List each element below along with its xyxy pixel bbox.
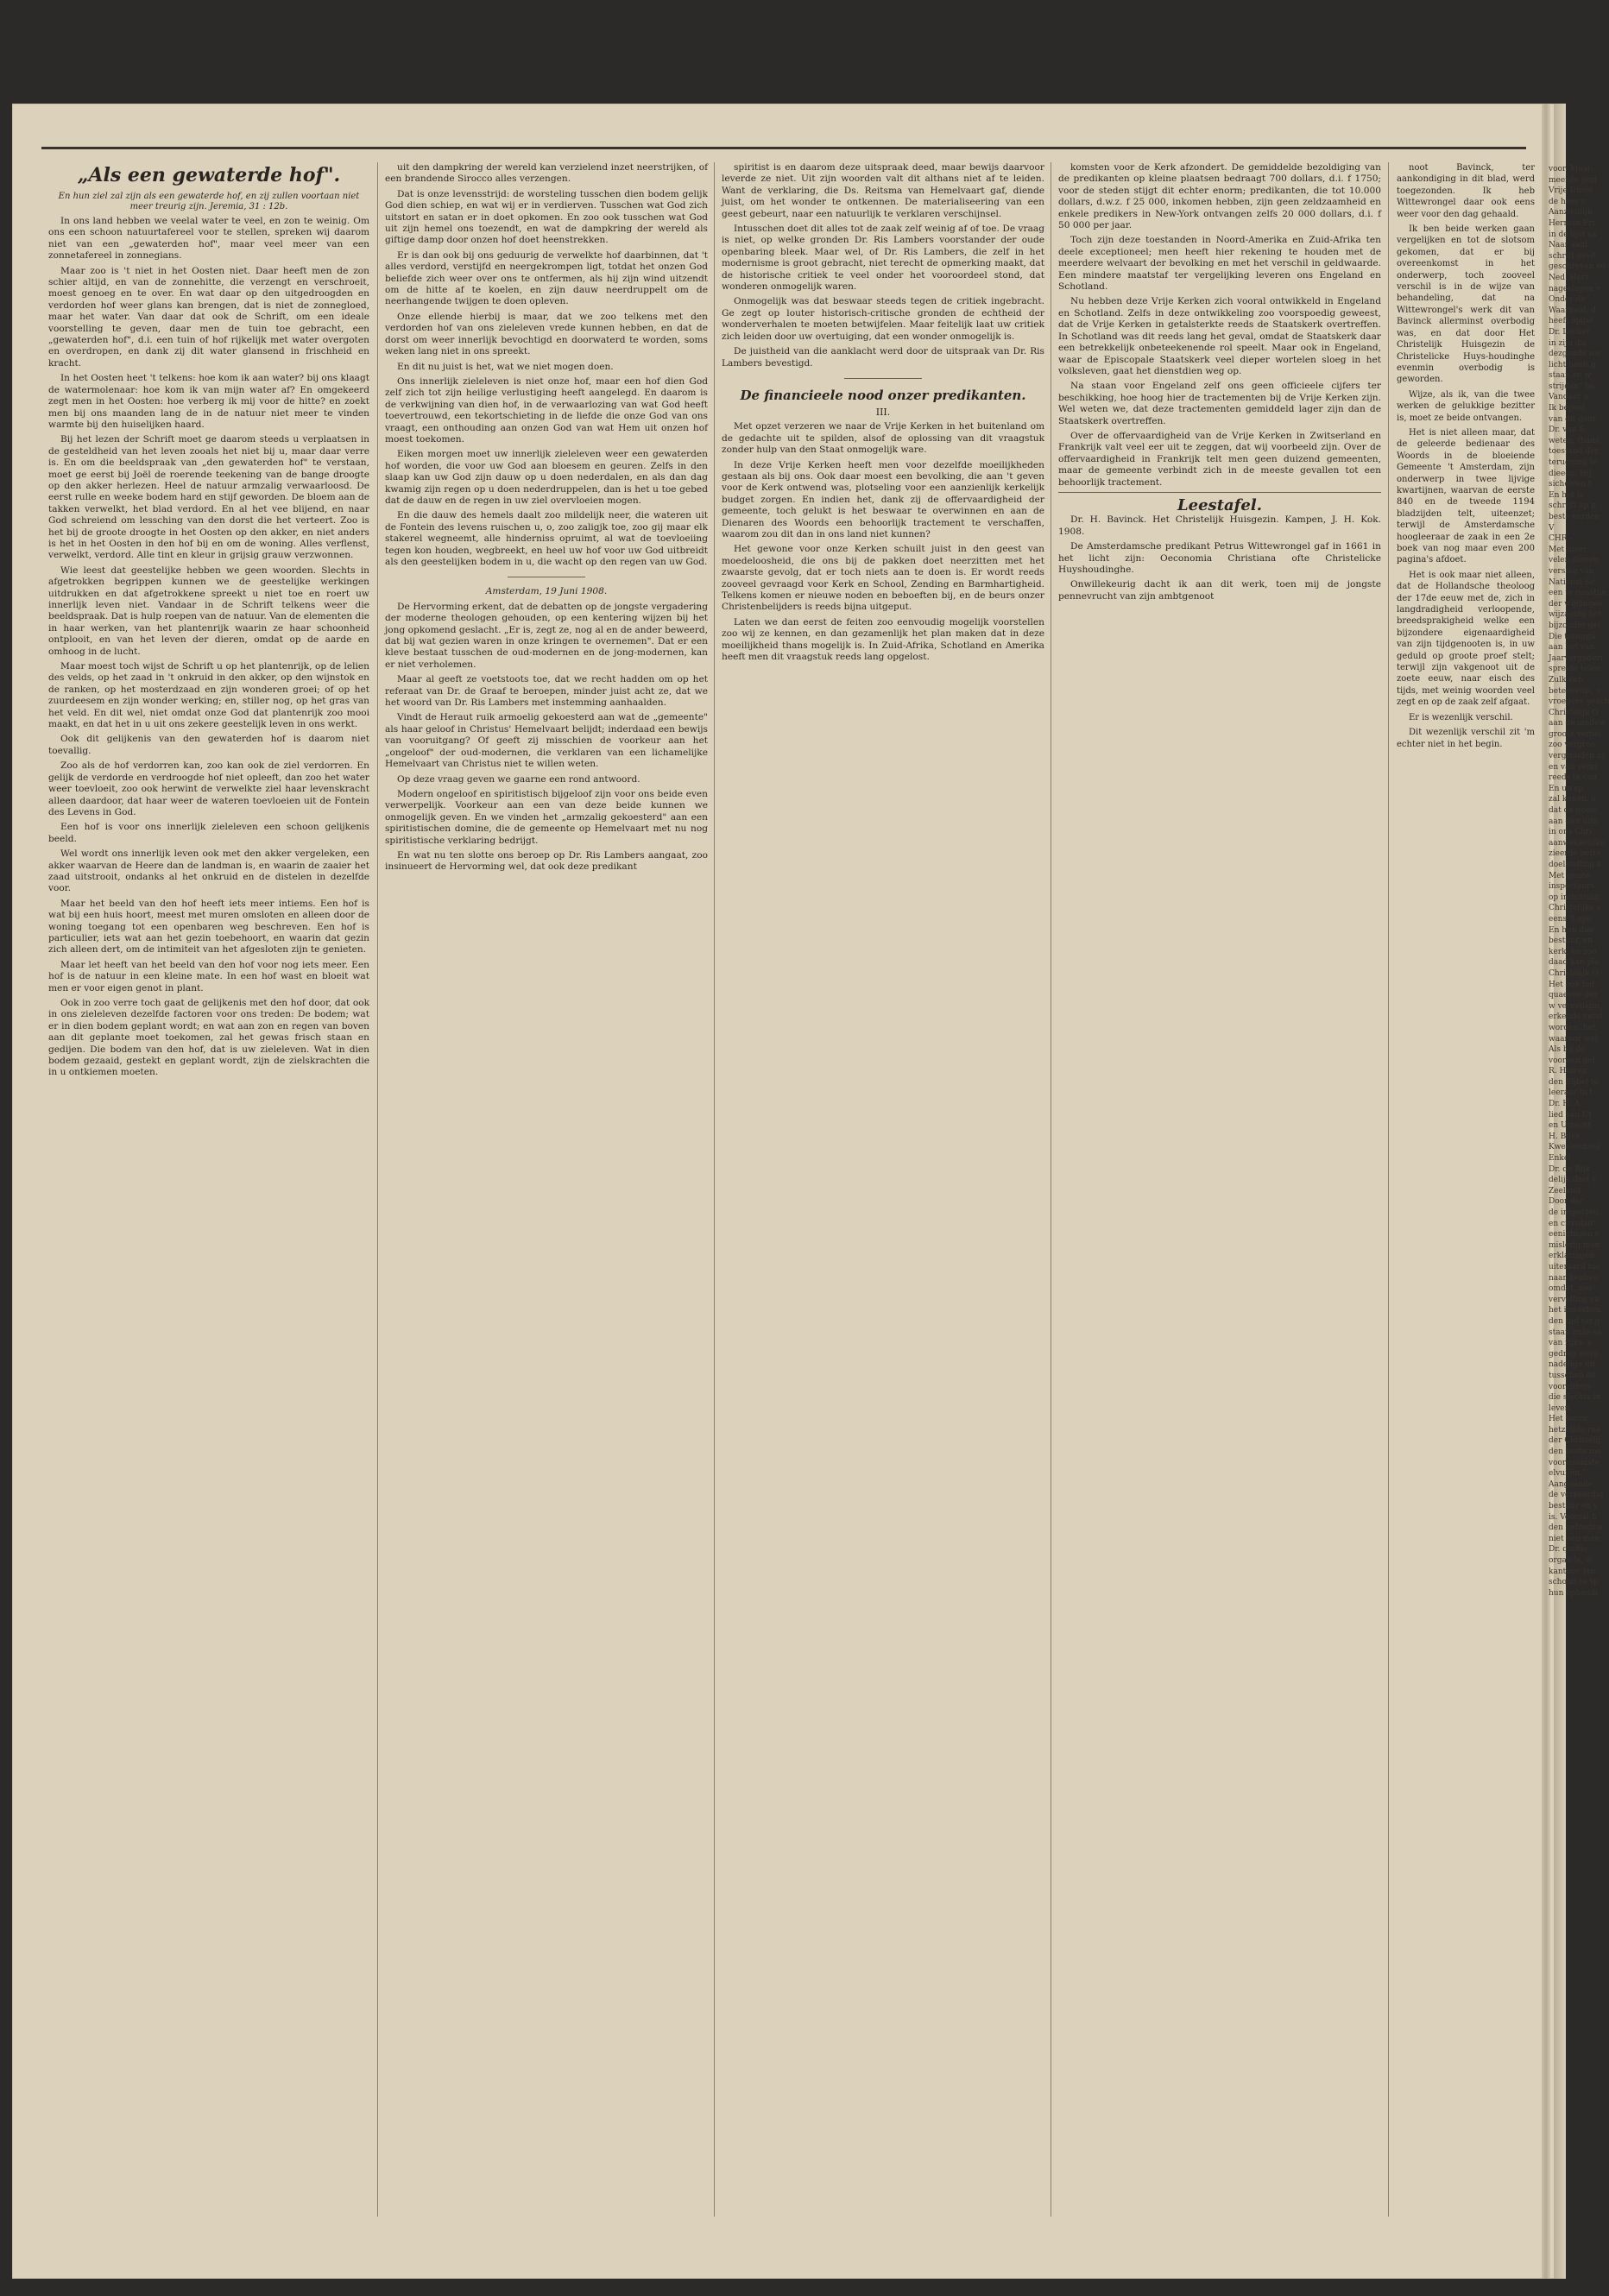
edge-line: reeds te con	[1549, 773, 1598, 783]
edge-line: bestuur en v	[1549, 1502, 1599, 1511]
next-page-text	[1549, 104, 1609, 2218]
paragraph: In deze Vrije Kerken heeft men voor dezelfde moeilijkheden gestaan als bij ons. Ook daar moest een bevolking, die aan 't geven voor de Kerk ontwend was, plotseling voor een aanzienlijk kerkelijk budget zorgen. En indien het, dank zij de offervaardigheid der gemeente, toch gelukt is het beswaar te overwinnen en aan de Dienaren des Woords een behoorlijk tractement te verschaffen, waarom zou dit dan in ons land niet kunnen?	[722, 459, 1044, 539]
edge-line: Zulk een	[1549, 675, 1583, 684]
paragraph: Wie leest dat geestelijke hebben we geen woorden. Slechts in afgetrokken begrippen kunnen we de geestelijke werkingen uitdrukken en dat afgetrokkene spreekt u niet toe en roert uw innerlijk leven niet. Vandaar in de Schrift telkens weer die beeldspraak. Dat is hulp roepen van de natuur. Van de elementen die in haar werken, van het plantenrijk waarin ze haar schoonheid ontplooit, en van het leven der dieren, omdat op de aarde en omhoog in de lucht.	[48, 565, 369, 657]
edge-line: Ned. Herv.	[1549, 273, 1592, 282]
edge-line: nageslagen v	[1549, 284, 1600, 293]
header-rule	[41, 147, 1526, 149]
paragraph: Dit wezenlijk verschil zit 'm echter niet in het begin.	[1397, 728, 1535, 749]
edge-line: hun ophoudi	[1549, 1588, 1599, 1598]
newspaper-page	[12, 104, 1609, 2279]
edge-line: Vandaar a	[1549, 393, 1588, 402]
edge-line: quaestie der	[1549, 991, 1598, 1000]
edge-line: voornaamste	[1549, 1458, 1600, 1467]
edge-line: zoo vergroo	[1549, 741, 1596, 750]
paragraph: En wat nu ten slotte ons beroep op Dr. Ris Lambers aangaat, zoo insinueert de Hervorming wel, dat ook deze predikant	[385, 849, 708, 873]
paragraph: Laten we dan eerst de feiten zoo eenvoudig mogelijk voorstellen zoo wij ze kennen, en dan gezamenlijk het plan maken dat in deze moeilijkheid thans mogelijk is. In Zuid-Afrika, Schotland en Amerika heeft men dit vraagstuk reeds lang opgelost.	[722, 616, 1044, 663]
edge-line: leeraar in t	[1549, 1088, 1593, 1098]
article-3-body	[722, 162, 1044, 369]
paragraph: Dr. H. Bavinck. Het Christelijk Huisgezin. Kampen, J. H. Kok. 1908.	[1058, 514, 1381, 537]
edge-line: R. Huiren	[1549, 1067, 1587, 1076]
paragraph: Onze ellende hierbij is maar, dat we zoo telkens met den verdorden hof van ons zieleleven vrede kunnen hebben, en dat de dorst om weer innerlijk bevochtigd en doorwaterd te worden, soms weken lang niet in ons spreekt.	[385, 311, 708, 357]
paragraph: Het is ook maar niet alleen, dat de Hollandsche theoloog der 17de eeuw met de, zich in langdradigheid verloopende, breedsprakigheid welke een bijzondere eigenaardigheid van zijn tijdgenooten is, in uw geduld op groote proef stelt; terwijl zijn vakgenoot uit de zoete eeuw, naar eisch des tijds, met weinig woorden veel zegt en op de zaak zelf afgaat.	[1397, 570, 1535, 708]
edge-line: den Bijbel te	[1549, 1077, 1599, 1087]
paragraph: Maar al geeft ze voetstoots toe, dat we recht hadden om op het referaat van Dr. de Graaf te beroepen, minder juist acht ze, dat we het woord van Dr. Ris Lambers met instemming aanhaalden.	[385, 674, 708, 709]
edge-line: Dr. quotie	[1549, 1545, 1588, 1555]
edge-line: staan onze se	[1549, 1328, 1602, 1337]
paragraph: Een hof is voor ons innerlijk zieleleven een schoon gelijkenis beeld.	[48, 822, 369, 844]
edge-line: de inspecteu	[1549, 1208, 1600, 1217]
paragraph: Over de offervaardigheid van de Vrije Kerken in Zwitserland en Frankrijk valt veel eer uit te zeggen, dat wij voorbeeld zijn. Over de offervaardigheid in Frankrijk telt men geen duizend gemeenten, maar de gemeente verbindt zich in de meeste gevallen tot een behoorlijk tractement.	[1058, 430, 1381, 488]
edge-line: de verkeerdig	[1549, 1491, 1604, 1500]
paragraph: Maar let heeft van het beeld van den hof voor nog iets meer. Een hof is de natuur in een kleine mate. In een hof wast en bloeit wat men er voor eigen genot in plant.	[48, 959, 369, 993]
edge-line: aan het van	[1549, 643, 1595, 653]
paragraph: Toch zijn deze toestanden in Noord-Amerika en Zuid-Afrika ten deele exceptioneel; men heeft hier rekening te houden met de meerdere welvaart der bevolking en met het verschil in geldwaarde. Een mindere maatstaf ter vergelijking leveren ons Engeland en Schotland.	[1058, 235, 1381, 293]
edge-line: Vrije Unive	[1549, 186, 1593, 196]
edge-line: dezgende we	[1549, 350, 1600, 359]
column-divider	[1388, 162, 1389, 2217]
edge-line: vooreen gel	[1549, 1056, 1595, 1065]
paragraph: Op deze vraag geven we gaarne een rond antwoord.	[397, 773, 640, 785]
article-4-body	[1058, 162, 1381, 489]
paragraph: Bij het lezen der Schrift moet ge daarom steeds u verplaatsen in de gesteldheid van het leven zooals het niet bij u, maar daar verre is. En om die beeldspraak van „den gewaterden hof" te verstaan, moet ge eerst bij Joël de roerende teekening van de bange droogte op den akker herlezen. Heel de natuur armzalig verwaarloosd. De eerst rulle en weeke bodem hard en stijf geworden. De bloem aan de takken verwelkt, het blad verdord. En al het vee blijend, en naar God schreiend om lessching van den dorst die het verteert. Zoo is het bij de groote droogte in het Oosten op den akker, en niet anders is het in het Oosten in den hof bij en om de woning. Alles verflenst, verwelkt, verdord. Alle tint en kleur in grijsig grauw verzwonnen.	[48, 434, 369, 561]
edge-line: En het is	[1549, 490, 1584, 500]
edge-line: lied van Ut	[1549, 1110, 1593, 1120]
edge-line: velen dienen	[1549, 556, 1600, 565]
edge-line: Enkel	[1549, 1154, 1572, 1164]
edge-line: omdat, zoo	[1549, 1284, 1592, 1294]
edge-line: vroegere gesch	[1549, 697, 1609, 707]
edge-line: Met meer	[1549, 545, 1587, 554]
article-motto: En hun ziel zal zijn als een gewaterde hof, en zij zullen voortaan niet meer treurig zijn. Jeremia, 31 : 12b.	[58, 192, 360, 211]
edge-line: Christelijk O	[1549, 968, 1599, 978]
edge-line: worden, het	[1549, 1023, 1596, 1032]
edge-line: in ons Chri	[1549, 828, 1593, 837]
edge-line: van dit genr	[1549, 414, 1597, 424]
edge-line: erklaringen	[1549, 1252, 1595, 1261]
paragraph: Dat is onze levensstrijd: de worsteling tusschen dien bodem gelijk God dien schiep, en wat wij er in verdierven. Tusschen wat God zich uitstort en satan er in doet opkomen. En zoo ook tusschen wat God uit zijn hemel ons toezendt, en wat de dampkring der wereld als giftige damp door onzen hof doet heenstrekken.	[385, 188, 708, 246]
edge-line: leven.	[1549, 1403, 1573, 1413]
paragraph: De Amsterdamsche predikant Petrus Wittewrongel gaf in 1661 in het licht zijn: Oeconomia Christiana ofte Christelicke Huyshoudinghe.	[1058, 541, 1381, 575]
leestafel-body	[1058, 514, 1381, 602]
column-3	[722, 162, 1044, 2217]
column-5	[1397, 162, 1535, 2217]
edge-line: Herman Fri	[1549, 218, 1595, 228]
article-2-body	[385, 162, 708, 568]
column-4	[1058, 162, 1381, 2217]
paragraph: Maar moest toch wijst de Schrift u op het plantenrijk, op de lelien des velds, op het zaad in 't onkruid in den akker, op den wijnstok en de ranken, op het mosterdzaad en zijn wonderen groei; of op het zuurdeesem en zijn wonder werking; en, stiller nog, op het gras van het veld. En dit wel, niet omdat onze God dat plantenrijk zoo mooi maakt, en dat het in u uit ons zekere geestelijk leven in ons werkt.	[48, 661, 369, 730]
edge-line: V	[1549, 523, 1555, 533]
edge-line: Waarheid, d	[1549, 306, 1596, 315]
paragraph: En dit nu juist is het, wat we niet mogen doen.	[397, 361, 614, 372]
column-1	[48, 162, 369, 2217]
edge-line: hetzelfde raa	[1549, 1425, 1600, 1435]
paragraph: In het Oosten heet 't telkens: hoe kom ik aan water? bij ons klaagt de watermolenaar: hoe kom ik van mijn water af? En omgekeerd zegt men in het Oosten: hoe verberg ik mij voor de hitte? en zoekt men bij ons maanden lang de in de natuur niet meer te vinden warmte bij den huiselijken haard.	[48, 373, 369, 430]
edge-line: en Utrecht	[1549, 1121, 1592, 1131]
edge-line: licht heeft g	[1549, 360, 1597, 369]
edge-line: Dr. de Rijk	[1549, 1164, 1591, 1174]
paragraph: uit den dampkring der wereld kan verzielend inzet neerstrijken, of een brandende Sirocco alles verzengen.	[385, 162, 708, 185]
edge-line: CHR.-	[1549, 534, 1573, 544]
edge-line: vergrouden zij	[1549, 752, 1606, 761]
edge-line: aanwekkelijke	[1549, 838, 1606, 848]
edge-line: het inwerken	[1549, 1306, 1601, 1315]
edge-line: wijzaging het	[1549, 610, 1602, 620]
edge-line: zieerde betre	[1549, 849, 1601, 859]
paragraph: Nu hebben deze Vrije Kerken zich vooral ontwikkeld in Engeland en Schotland. Zelfs in deze ontwikkeling zoo voorspoedig geweest, dat de Vrije Kerken in getalsterkte reeds de Staatskerk overtreffen. In Schotland was dit reeds lang het geval, omdat de Staatskerk daar een betrekkelijk onbeteekenende rol speelt. Maar ook in Engeland, waar de Episcopale Staatskerk veel dieper wortelen sloeg in het volksleven, gaat het dienstdien weg op.	[1058, 296, 1381, 376]
edge-line: Christelijk O	[1549, 708, 1599, 717]
edge-line: schrijft op p	[1549, 501, 1597, 511]
section-title: De financieele nood onzer predikanten.	[740, 387, 1026, 403]
edge-line: weten, thans	[1549, 436, 1600, 445]
edge-line: sichelven t	[1549, 480, 1592, 489]
edge-line: groote verbel	[1549, 729, 1602, 739]
paragraph: Onmogelijk was dat beswaar steeds tegen de critiek ingebracht. Ge zegt op louter historisch-critische gronden de echtheid der wonderverhalen te moeten betwijfelen. Maar feitelijk laat uw critiek zich leiden door uw overtuiging, dat een wonder onmogelijk is.	[722, 296, 1044, 342]
edge-line: w vereenigin	[1549, 1001, 1600, 1011]
edge-line: die slechts in	[1549, 1393, 1601, 1403]
paragraph: Ons innerlijk zieleleven is niet onze hof, maar een hof dien God zelf zich tot zijn heilige verlustiging heeft aangelegd. En daarom is de verkwijning van dien hof, in de verwaarlozing van wat God heeft toevertrouwd, een tekortschieting in de liefde die onze God van ons vraagt, een onthouding aan onzen God van wat Hem uit onzen hof moest toekomen.	[385, 375, 708, 445]
edge-line: een te naastlie	[1549, 589, 1606, 598]
article-2-body-continued	[385, 602, 708, 874]
paragraph: Modern ongeloof en spiritistisch bijgeloof zijn voor ons beide even verwerpelijk. Voorkeur aan een van deze beide kunnen we onmogelijk geven. En we vinden het „armzalig gekoesterd" aan een spiritistischen domine, die de gemeente op Hemelvaart met nu nog spiritistische verklaring bedrijgt.	[385, 788, 708, 846]
edge-line: spreide teleu	[1549, 665, 1600, 674]
article-3-body-continued	[722, 421, 1044, 663]
edge-line: kerk, en zoo	[1549, 947, 1597, 956]
paragraph: Maar het beeld van den hof heeft iets meer intiems. Een hof is wat bij een huis hoort, meest met muren omsloten en alleen door de woning toegang tot een openbaren weg beschreven. Een hof is particulier, iets wat aan het gezin toebehoort, en waarin dat gezin zich alleen dert, om de intimiteit van het afgesloten zijn te genieten.	[48, 898, 369, 956]
edge-line: beteekenis, v	[1549, 686, 1601, 696]
article-1-body	[48, 216, 369, 1079]
article-5-body	[1397, 162, 1535, 750]
edge-line: Als bij de	[1549, 1045, 1586, 1055]
edge-line: van rijks- z	[1549, 1339, 1592, 1348]
edge-line: Zeeland.	[1549, 1186, 1583, 1195]
paragraph: Zoo als de hof verdorren kan, zoo kan ook de ziel verdorren. En gelijk de verdorde en verdroogde hof niet opleeft, dan zoo het water weer toevloeit, zoo ook herwint de verwelkte ziel haar levenskracht alleen daardoor, dat haar weer de wateren toevloeien uit de Fontein des Levens in God.	[48, 760, 369, 817]
paragraph: Intusschen doet dit alles tot de zaak zelf weinig af of toe. De vraag is niet, op welke gronden Dr. Ris Lambers voorstander der oude openbaring bleek. Maar wel, of Dr. Ris Lambers, die zelf in het modernisme is groot gebracht, niet terecht de opmerking maakt, dat de historische critiek te veel onder het vooroordeel stond, dat wonderen onmogelijk waren.	[722, 224, 1044, 293]
edge-line: Onder de	[1549, 295, 1586, 305]
paragraph: Ook dit gelijkenis van den gewaterden hof is daarom niet toevallig.	[48, 734, 369, 756]
paragraph: Het is niet alleen maar, dat de geleerde bedienaar des Woords in de bloeiende Gemeente 't Amsterdam, zijn onderwerp in twee lijvige kwartijnen, waarvan de eerste 840 en de tweede 1194 bladzijden telt, uiteenzet; terwijl de Amsterdamsche hoogleeraar de zaak in een 2e boek van nog maar even 200 pagina's afdoet.	[1397, 427, 1535, 565]
edge-line: H. Bijve	[1549, 1132, 1581, 1141]
edge-line: voor. Maat-	[1549, 165, 1593, 173]
edge-line: Naar aanl	[1549, 241, 1588, 250]
edge-line: uiteraard nie	[1549, 1262, 1600, 1271]
edge-line: aan den uitn	[1549, 817, 1599, 826]
edge-line: verslag van	[1549, 566, 1594, 576]
edge-line: doelstelling k	[1549, 861, 1602, 869]
edge-line: voorzitters	[1549, 1382, 1592, 1391]
edge-line: en circulair	[1549, 1219, 1594, 1228]
edge-line: der wijdingee	[1549, 599, 1603, 609]
edge-line: toestand der	[1549, 447, 1599, 457]
edge-line: schoolt te sp	[1549, 1578, 1599, 1587]
paragraph: Wel wordt ons innerlijk leven ook met den akker vergeleken, een akker waarvan de Heere dan de landman is, en waarin de zaaier het zaad uitstrooit, ondanks al het onkruid en de distelen in dezelfde voor.	[48, 848, 369, 894]
column-divider	[377, 162, 378, 2217]
edge-line: dat de goeie	[1549, 806, 1598, 816]
edge-line: is. Voorzal b	[1549, 1512, 1597, 1522]
paragraph: Met opzet verzeren we naar de Vrije Kerken in het buitenland om de gedachte uit te spilden, alsof de oplossing van dit vraagstuk zonder hulp van den Staat onmogelijk ware.	[722, 421, 1044, 456]
section-divider	[844, 378, 922, 379]
edge-line: den gebiedsw	[1549, 1523, 1603, 1533]
edge-line: Kweekschool	[1549, 1143, 1600, 1152]
edge-line: En hun doe	[1549, 925, 1593, 935]
edge-line: Met genoe	[1549, 871, 1591, 880]
edge-line: tusschen de	[1549, 1371, 1596, 1380]
paragraph: Na staan voor Engeland zelf ons geen officieele cijfers ter beschikking, hoe hoog hier de tractementen bij de Vrije Kerken zijn. Wel weten we, dat deze tractementen gemiddeld lager zijn dan de Staatskerk overtreffen.	[1058, 381, 1381, 426]
edge-line: Ik bepaal	[1549, 404, 1586, 413]
article-title: „Als een gewaterde hof".	[77, 164, 341, 186]
edge-line: der Christelij	[1549, 1436, 1601, 1446]
edge-line: zal kouen, o	[1549, 795, 1596, 804]
edge-line: delijk deel v	[1549, 1176, 1597, 1185]
paragraph: De Hervorming erkent, dat de debatten op de jongste vergadering der moderne theologen gehouden, op een kentering wijzen bij het jong opkomend geslacht. „Er is, zegt ze, nog al en de ander beweerd, dat bij wat gezien waren in onze kringen te overnemen". Dat er een kleve bestaat tusschen de oud-modernen en de jong-modernen, kan er niet verholemen.	[385, 601, 708, 670]
section-number: III.	[875, 406, 891, 418]
edge-line: kantoor, ten	[1549, 1567, 1596, 1576]
edge-line: Dr. Locher	[1549, 327, 1591, 337]
paragraph: Het gewone voor onze Kerken schuilt juist in den geest van moedeloosheid, die ons bij de pakken doet neerzitten met het zwaarste gevolg, dat er toch niets aan te doen is. Er wordt reeds zooveel gevraagd voor Kerk en School, Zending en Barmhartigheid. Telkens komen er nieuwe noden en beboeften bij, en de beurs onzer Christenbelijders is reeds bijna uitgeput.	[722, 544, 1044, 613]
edge-line: strijden" be	[1549, 382, 1595, 391]
edge-line: waaroor wel	[1549, 1034, 1598, 1044]
paragraph: komsten voor de Kerk afzondert. De gemiddelde bezoldiging van de predikanten op kleine plaatsen bedraagt 700 dollars, d.i. f 1750; voor de steden stijgt dit echter enorm; predikanten, die tot 10.000 dollars, d.w.z. f 25 000, inkomen hebben, zijn geen zeldzaamheid en enkele predikers in New-York ontvangen zelfs 20 000 dollars, d.i. f 50 000 per jaar.	[1058, 162, 1381, 231]
paragraph: Er is wezenlijk verschil.	[1409, 712, 1513, 722]
edge-line: inspecteurs	[1549, 882, 1595, 892]
edge-line: daad kan pla	[1549, 958, 1600, 968]
paragraph: Maar zoo is 't niet in het Oosten niet. Daar heeft men de zon schier altijd, en van de zonnehitte, die verzengt en verschroeit, moest genoeg en te over. En wat daar op den uitgedroogden en verdorden hof weer glans kan brengen, dat is niet de zonnegloed, maar het water. Van daar dat ook de Schrift, om een ideale voorstelling te geven, daar men de tuin toe gebracht, een „gewaterden hof", d.i. een tuin of hof rijkelijk met water overgoten en overdropen, en dank zij dit water glansend in frischheid en kracht.	[48, 265, 369, 369]
paragraph: In ons land hebben we veelal water te veel, en zon te weinig. Om ons een schoon natuurtafereel voor te stellen, spreken wij daarom niet van een „gewaterden hof", maar veel meer van een zonnetafereel in zonnegians.	[48, 216, 369, 262]
edge-line: heeft opget	[1549, 317, 1594, 326]
edge-line: En un sp	[1549, 784, 1584, 793]
paragraph: Eiken morgen moet uw innerlijk zieleleven weer een gewaterden hof worden, die voor uw God aan bloesem en geuren. Zelfs in den slaap kan uw God zijn dauw op u doen nederdalen, en als dan dag kwamig zijn regen op u doen nederdruppelen, dan is het u toe gebed dat de dauw en de regen in uw ziel overvloeien mogen.	[385, 449, 708, 506]
edge-line: Christelijke s	[1549, 904, 1601, 913]
edge-line: Het toezic	[1549, 1415, 1589, 1424]
edge-line: bestuur, en	[1549, 937, 1593, 946]
edge-line: eenigingen v	[1549, 1230, 1600, 1239]
paragraph: Onwillekeurig dacht ik aan dit werk, toen mij de jongste pennevrucht van zijn ambtgenoot	[1058, 579, 1381, 602]
edge-line: op inrichting	[1549, 893, 1600, 902]
column-divider	[714, 162, 715, 2217]
edge-line: schrift geeft	[1549, 251, 1597, 261]
edge-line: en van verni	[1549, 762, 1598, 772]
edge-line: eens 't ope	[1549, 914, 1592, 924]
edge-line: niet een mee	[1549, 1534, 1600, 1543]
edge-line: Aanzienlijk	[1549, 208, 1593, 218]
edge-line: aan de medew	[1549, 719, 1606, 729]
column-2	[385, 162, 708, 2217]
edge-line: nadelige uit	[1549, 1360, 1596, 1370]
edge-line: vervelling va	[1549, 1295, 1600, 1304]
edge-line: Door der	[1549, 1197, 1584, 1207]
edge-line: Aangaande	[1549, 1479, 1593, 1489]
edge-line: Jaarvergaderi	[1549, 653, 1603, 663]
edge-line: organ is, w	[1549, 1556, 1593, 1565]
edge-line: mislerig men	[1549, 1240, 1600, 1250]
edge-line: erkende verei	[1549, 1012, 1604, 1022]
edge-line: gedrag werk	[1549, 1349, 1599, 1359]
edge-line: den beste me	[1549, 1448, 1602, 1457]
edge-line: dieeen. Hij	[1549, 469, 1592, 478]
edge-line: Die terugga	[1549, 632, 1596, 641]
next-page-edge	[1549, 104, 1609, 2279]
paragraph: Ook in zoo verre toch gaat de gelijkenis met den hof door, dat ook in ons zieleleven dezelfde factoren voor ons treden: De bodem; wat er in dien bodem geplant wordt; en wat aan zon en regen van boven aan dit geplante moet toekomen, zal het gewas frisch staan en gedijen. Die bodem van den hof, dat is uw zieleleven. Wat in dien bodem gezaaid, gestekt en geplant wordt, zijn de zielskrachten die in u ontkiemen moeten.	[48, 998, 369, 1078]
edge-line: terugging te	[1549, 458, 1598, 468]
edge-line: Het ook hal	[1549, 980, 1594, 989]
edge-line: naar hebben	[1549, 1273, 1599, 1283]
paragraph: Vindt de Heraut ruik armoelig gekoesterd aan wat de „gemeente" als haar geloof in Christus' Hemelvaart belijdt; inderdaad een bewijs van vooruitgang? Of geeft zij misschien de voorkeur aan het „ongeloof" der oud-modernen, die verklaren van een lichamelijke Hemelvaart van Christus niet te willen weten.	[385, 712, 708, 770]
edge-line: in zijn dis	[1549, 338, 1587, 348]
dateline: Amsterdam, 19 Juni 1908.	[485, 586, 608, 597]
paragraph: Er is dan ook bij ons geduurig de verwelkte hof daarbinnen, dat 't alles verdord, verstijfd en neergekrompen ligt, totdat het onzen God beliefde zich weer over ons te ontfermen, als hij zijn wind uitzendt om de hitte af te koelen, en zijn dauw neerdruppelt om de neerhangende twijgen te doen opleven.	[385, 249, 708, 307]
paragraph: Ik ben beide werken gaan vergelijken en tot de slotsom gekomen, dat er bij overeenkomst in het onderwerp, toch zooveel verschil is in de wijze van behandeling, dat na Wittewrongel's werk dit van Bavinck allerminst overbodig was, en dat door Het Christelijk Huisgezin de Christelicke Huys-houdinghe evenmin overbodig is geworden.	[1397, 224, 1535, 385]
edge-line: staan en w	[1549, 371, 1592, 381]
edge-line: den tijd ter g	[1549, 1316, 1600, 1326]
paragraph: Wijze, als ik, van die twee werken de gelukkige bezitter is, moet ze beide ontvangen.	[1397, 389, 1535, 423]
edge-line: geschreven vo	[1549, 262, 1606, 272]
paragraph: De juistheid van die aanklacht werd door de uitspraak van Dr. Ris Lambers bevestigd.	[722, 346, 1044, 369]
paragraph: En die dauw des hemels daalt zoo mildelijk neer, die wateren uit de Fontein des levens ruischen u, o, zoo zaligjk toe, zoo gij maar elk stakerel wegneemt, alle hinderniss opruimt, al wat de toevloeiing tegen kon houden, wegbreekt, en heel uw hof voor uw God uitbreidt als den geestelijken bodem in u, die wacht op den regen van uw God.	[385, 510, 708, 567]
edge-line: beste verdee	[1549, 513, 1600, 521]
edge-line: in de lijst va	[1549, 230, 1597, 239]
paragraph: spiritist is en daarom deze uitspraak deed, maar bewijs daarvoor leverde ze niet. Uit zijn woorden valt dit althans niet af te leiden. Want de verklaring, die Ds. Reitsma van Hemelvaart gaf, diende juist, om het wonder te ontkennen. De materialiseering van een geest gebeurt, naar een natuurlijk te verklaren verschijnsel.	[722, 162, 1044, 219]
edge-line: de heer v.	[1549, 197, 1587, 206]
leestafel-heading: Leestafel.	[1058, 492, 1381, 511]
edge-line: Dr. van S	[1549, 426, 1585, 435]
paragraph: noot Bavinck, ter aankondiging in dit blad, werd toegezonden. Ik heb Wittewrongel daar ook eens weer voor den dag gehaald.	[1397, 163, 1535, 219]
edge-line: Dr. H. A	[1549, 1100, 1581, 1109]
edge-line: meerde gezi	[1549, 175, 1598, 185]
edge-line: elvuijen."	[1549, 1469, 1586, 1479]
edge-line: bijzonder gel	[1549, 621, 1600, 630]
edge-line: National Sc	[1549, 577, 1595, 587]
